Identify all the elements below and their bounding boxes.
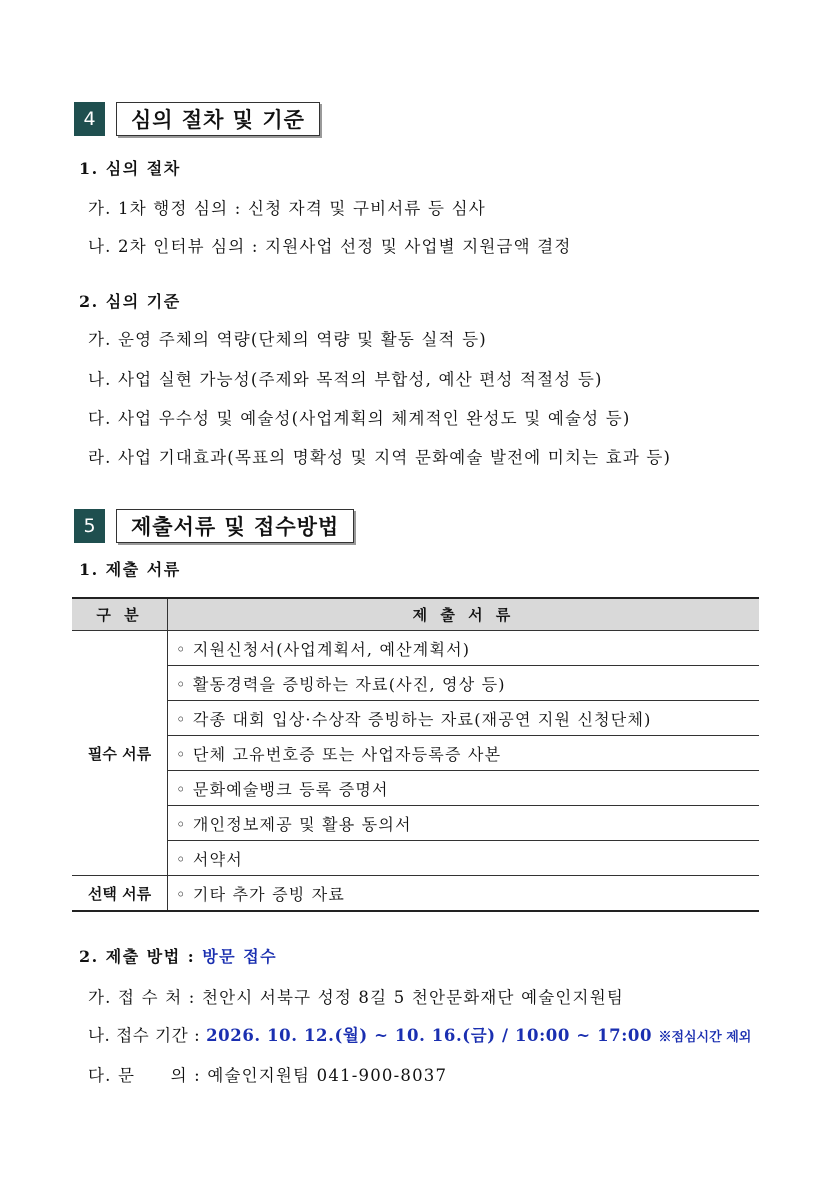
document-item: ◦ 기타 추가 증빙 자료: [168, 876, 760, 912]
section-5-header: [74, 509, 354, 543]
section-number: 5: [74, 509, 105, 543]
documents-table: [72, 597, 759, 912]
contact-label: 다. 문 의 :: [88, 1066, 208, 1085]
section-title: 심의 절차 및 기준: [116, 102, 320, 136]
document-item: ◦ 각종 대회 입상·수상작 증빙하는 자료(재공연 지원 신청단체): [168, 701, 760, 736]
subheading-submission-method: [79, 944, 277, 967]
period-note: ※점심시간 제외: [658, 1030, 752, 1045]
table-row: [72, 876, 759, 912]
document-item: ◦ 문화예술뱅크 등록 증명서: [168, 771, 760, 806]
document-item: ◦ 서약서: [168, 841, 760, 876]
table-row: [72, 701, 759, 736]
table-row: [72, 806, 759, 841]
column-header-category: 구 분: [72, 598, 168, 631]
section-title: 제출서류 및 접수방법: [116, 509, 354, 543]
submission-place: [88, 984, 624, 1008]
subheading-review-procedure: 1. 심의 절차: [79, 159, 181, 178]
contact: [88, 1062, 447, 1086]
period-value: 2026. 10. 12.(월) ~ 10. 16.(금) / 10:00 ~ 17:00: [206, 1026, 659, 1045]
subheading-documents: 1. 제출 서류: [79, 560, 181, 579]
document-item: ◦ 개인정보제공 및 활용 동의서: [168, 806, 760, 841]
document-item: ◦ 지원신청서(사업계획서, 예산계획서): [168, 631, 760, 666]
section-number: 4: [74, 102, 105, 136]
table-row: [72, 771, 759, 806]
submission-method-label: 2. 제출 방법 :: [79, 947, 203, 966]
list-item: 나. 2차 인터뷰 심의 : 지원사업 선정 및 사업별 지원금액 결정: [88, 237, 572, 256]
section-4-header: [74, 102, 320, 136]
period-label: 나. 접수 기간 :: [88, 1026, 207, 1045]
list-item: 다. 사업 우수성 및 예술성(사업계획의 체계적인 완성도 및 예술성 등): [88, 409, 631, 428]
contact-value: 예술인지원팀 041-900-8037: [207, 1066, 448, 1085]
list-item: 가. 1차 행정 심의 : 신청 자격 및 구비서류 등 심사: [88, 199, 486, 218]
table-row: [72, 631, 759, 666]
place-value: 천안시 서북구 성정 8길 5 천안문화재단 예술인지원팀: [201, 988, 624, 1007]
list-item: 라. 사업 기대효과(목표의 명확성 및 지역 문화예술 발전에 미치는 효과 등): [88, 448, 672, 467]
table-row: [72, 736, 759, 771]
submission-period: [88, 1022, 751, 1046]
table-row: [72, 841, 759, 876]
document-item: ◦ 단체 고유번호증 또는 사업자등록증 사본: [168, 736, 760, 771]
table-header-row: [72, 598, 759, 631]
table-row: [72, 666, 759, 701]
submission-method-value: 방문 접수: [202, 947, 278, 966]
required-docs-label: 필수 서류: [72, 631, 168, 876]
document-item: ◦ 활동경력을 증빙하는 자료(사진, 영상 등): [168, 666, 760, 701]
column-header-documents: 제 출 서 류: [168, 598, 760, 631]
optional-docs-label: 선택 서류: [72, 876, 168, 912]
list-item: 나. 사업 실현 가능성(주제와 목적의 부합성, 예산 편성 적절성 등): [88, 370, 603, 389]
list-item: 가. 운영 주체의 역량(단체의 역량 및 활동 실적 등): [88, 330, 487, 349]
subheading-review-criteria: 2. 심의 기준: [79, 292, 181, 311]
place-label: 가. 접 수 처 :: [88, 988, 202, 1007]
